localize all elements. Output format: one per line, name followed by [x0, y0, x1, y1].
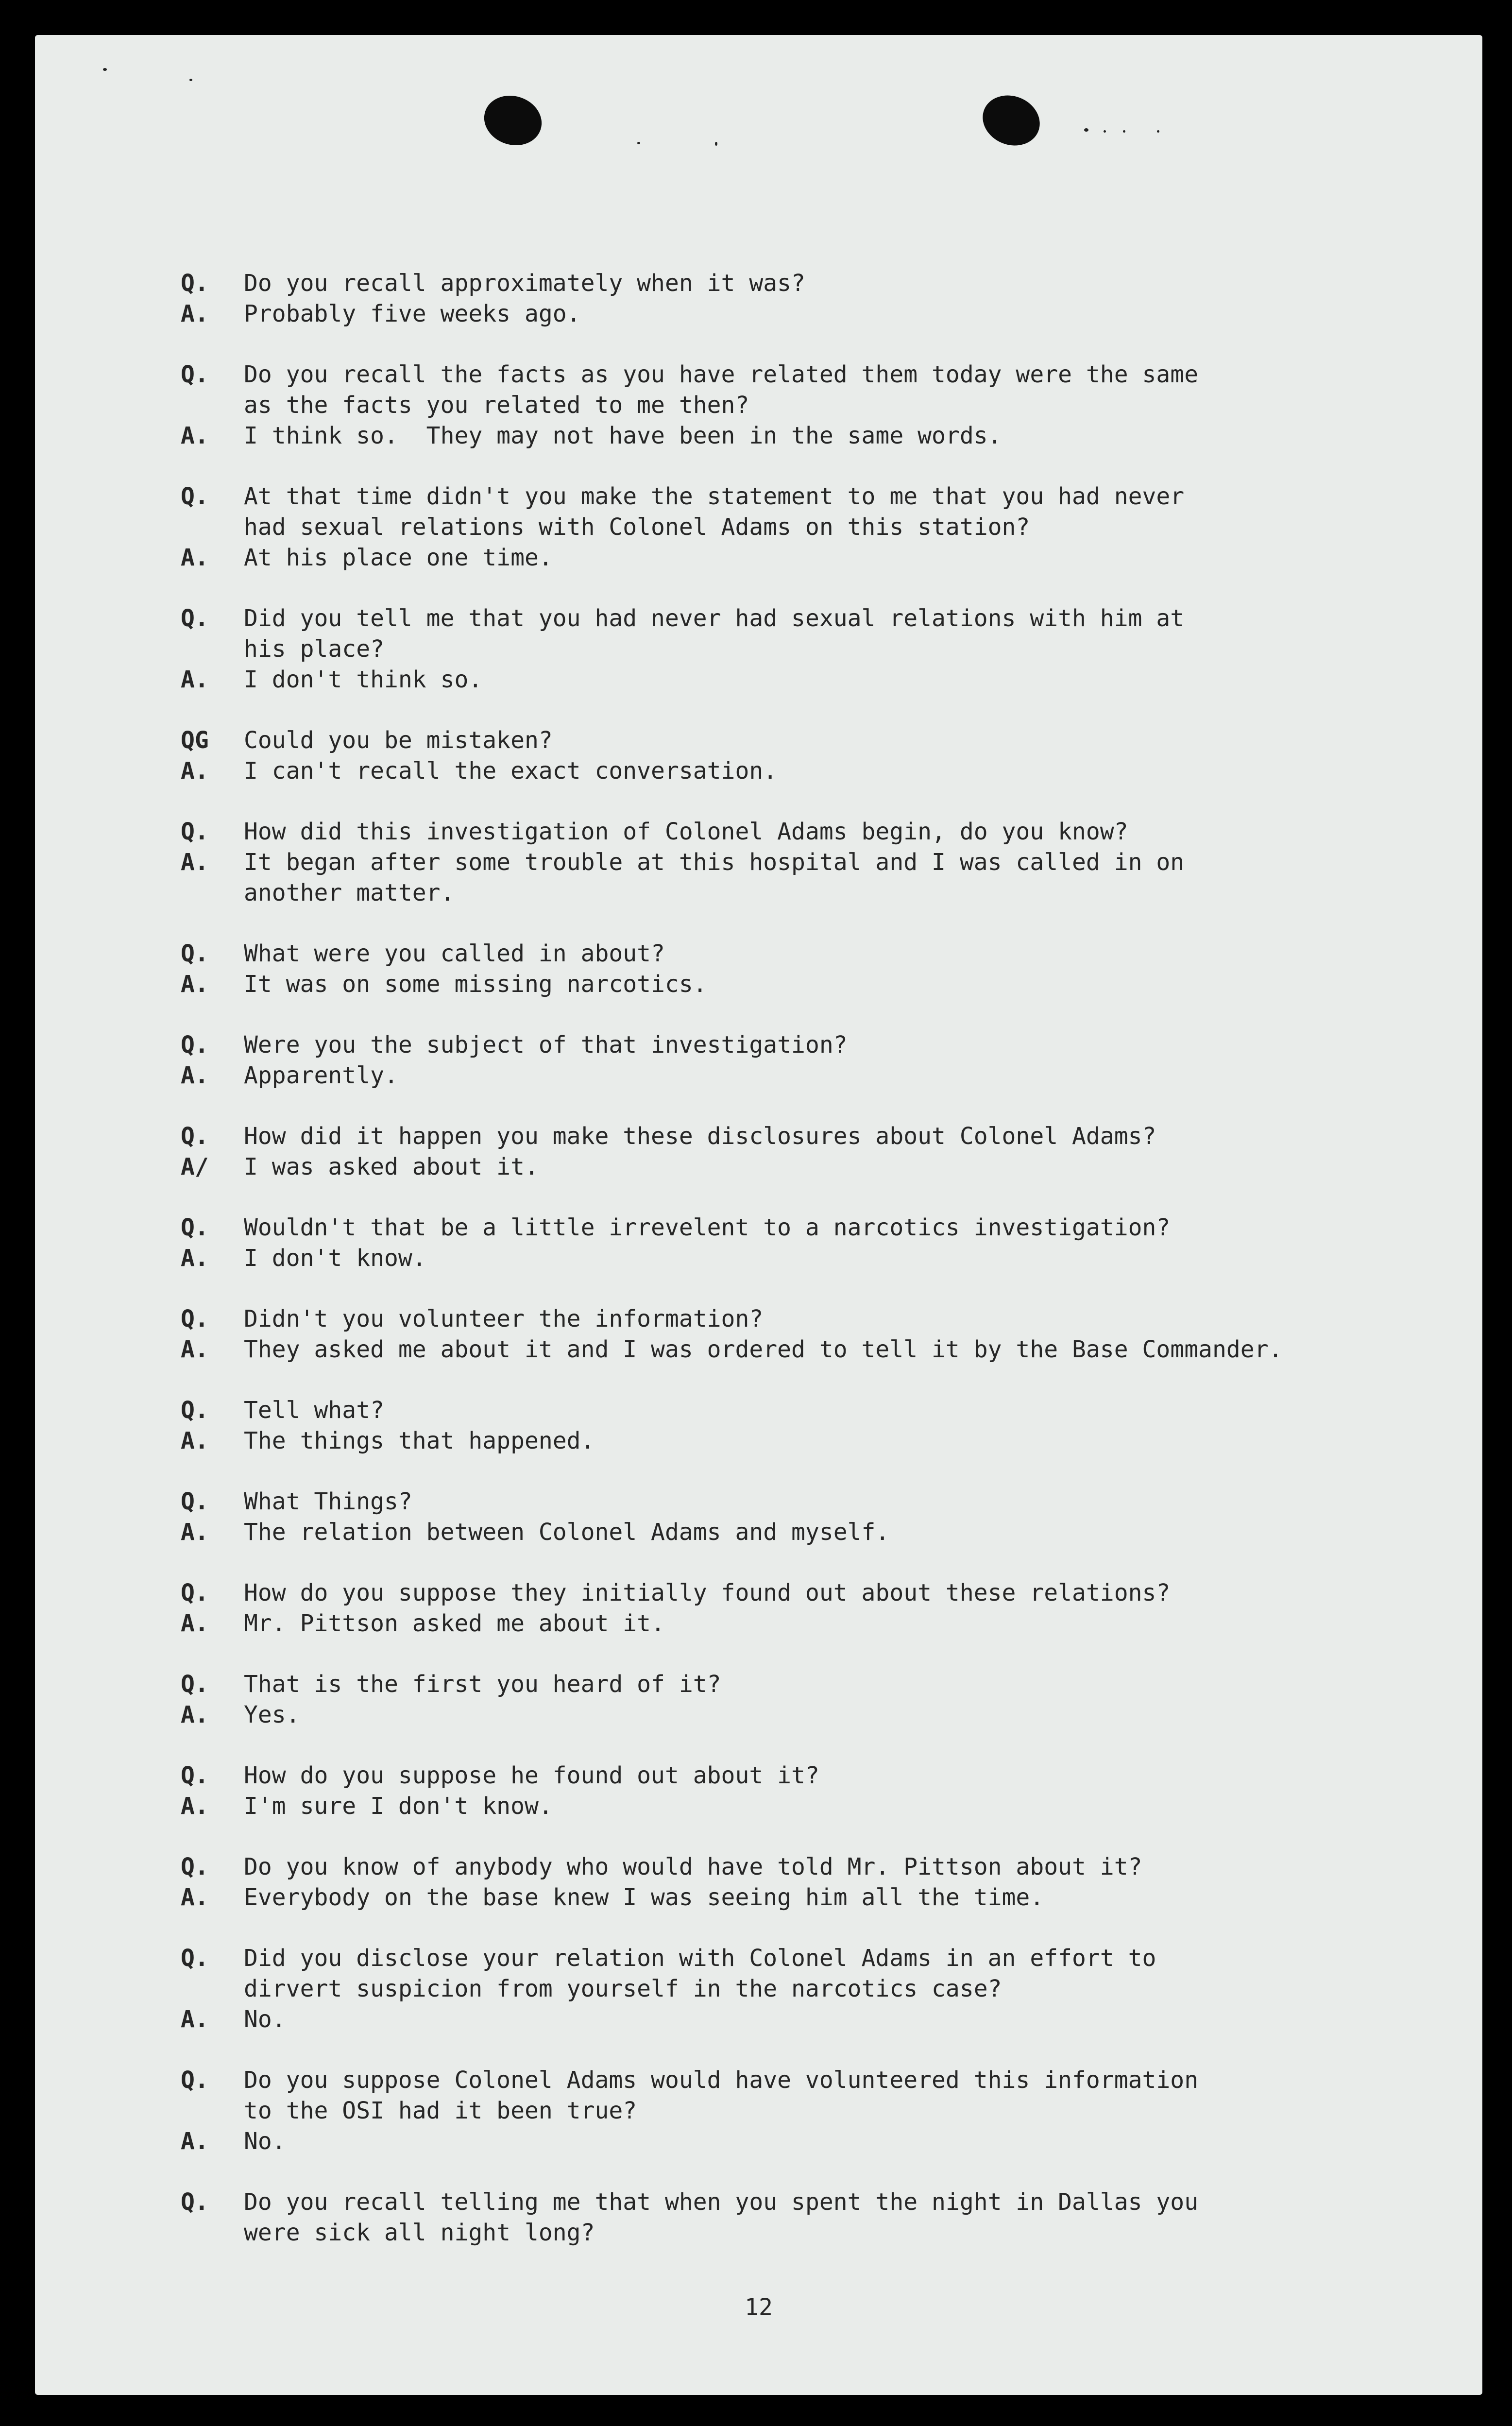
answer-marker: A. — [181, 544, 209, 571]
answer-line — [181, 1608, 1444, 1639]
question-text: How do you suppose he found out about it? — [244, 1762, 819, 1789]
ink-speck — [1104, 130, 1106, 133]
question-text: Do you recall telling me that when you spent the night in Dallas you were sick all night long? — [244, 2188, 1199, 2246]
answer-text: I don't think so. — [244, 666, 483, 693]
question-line — [181, 2065, 1444, 2126]
answer-text: Yes. — [244, 1701, 300, 1728]
question-marker: Q. — [181, 940, 209, 967]
answer-marker: A. — [181, 2128, 209, 2155]
answer-marker: A. — [181, 1336, 209, 1363]
answer-line — [181, 421, 1444, 451]
question-text: Wouldn't that be a little irrevelent to a narcotics investigation? — [244, 1214, 1171, 1241]
question-text: Tell what? — [244, 1397, 384, 1424]
qa-exchange — [181, 1760, 1444, 1822]
answer-line — [181, 1517, 1444, 1548]
answer-line — [181, 1334, 1444, 1365]
question-line — [181, 1213, 1444, 1243]
answer-marker: A. — [181, 1519, 209, 1546]
ink-speck — [103, 68, 107, 71]
answer-marker: A. — [181, 1793, 209, 1820]
question-text: Do you know of anybody who would have told Mr. Pittson about it? — [244, 1853, 1142, 1880]
answer-line — [181, 2126, 1444, 2157]
question-text: Were you the subject of that investigation? — [244, 1031, 848, 1059]
question-text: Do you suppose Colonel Adams would have volunteered this information to the OSI had it been true? — [244, 2067, 1199, 2124]
answer-text: I can't recall the exact conversation. — [244, 757, 778, 785]
question-text: Didn't you volunteer the information? — [244, 1305, 764, 1333]
question-line — [181, 481, 1444, 543]
question-marker: Q. — [181, 2067, 209, 2094]
punch-hole-left — [477, 88, 548, 153]
question-text: Could you be mistaken? — [244, 727, 553, 754]
answer-line — [181, 1060, 1444, 1091]
answer-line — [181, 543, 1444, 573]
question-line — [181, 1030, 1444, 1060]
answer-line — [181, 756, 1444, 786]
question-marker: Q. — [181, 1671, 209, 1698]
qa-exchange — [181, 1578, 1444, 1639]
question-text: How do you suppose they initially found out about these relations? — [244, 1579, 1171, 1606]
question-marker: QG — [181, 727, 209, 754]
question-line — [181, 359, 1444, 421]
answer-marker: A. — [181, 1062, 209, 1089]
answer-line — [181, 1700, 1444, 1730]
question-line — [181, 1669, 1444, 1700]
question-line — [181, 725, 1444, 756]
qa-exchange — [181, 1030, 1444, 1091]
question-line — [181, 1852, 1444, 1882]
answer-marker: A. — [181, 971, 209, 998]
answer-line — [181, 1243, 1444, 1274]
answer-line — [181, 299, 1444, 329]
qa-exchange — [181, 1304, 1444, 1365]
question-line — [181, 603, 1444, 665]
qa-exchange — [181, 1395, 1444, 1456]
qa-exchange — [181, 1943, 1444, 2035]
question-marker: Q. — [181, 270, 209, 297]
qa-exchange — [181, 603, 1444, 695]
question-marker: Q. — [181, 1853, 209, 1880]
question-marker: Q. — [181, 1123, 209, 1150]
question-text: At that time didn't you make the statement to me that you had never had sexual relations with Colonel Adams on this station? — [244, 483, 1185, 541]
question-line — [181, 1304, 1444, 1334]
question-text: Did you tell me that you had never had sexual relations with him at his place? — [244, 605, 1185, 663]
answer-marker: A. — [181, 849, 209, 876]
answer-text: No. — [244, 2128, 286, 2155]
qa-exchange — [181, 1852, 1444, 1913]
ink-speck — [637, 142, 640, 144]
answer-text: Mr. Pittson asked me about it. — [244, 1610, 665, 1637]
ink-speck — [189, 79, 192, 81]
question-text: Do you recall the facts as you have related them today were the same as the facts you related to me then? — [244, 361, 1199, 419]
answer-marker: A. — [181, 422, 209, 449]
qa-exchange — [181, 939, 1444, 1000]
answer-text: Everybody on the base knew I was seeing him all the time. — [244, 1884, 1044, 1911]
answer-text: It was on some missing narcotics. — [244, 971, 707, 998]
answer-text: At his place one time. — [244, 544, 553, 571]
punch-hole-right — [975, 87, 1048, 154]
question-marker: Q. — [181, 2188, 209, 2216]
qa-exchange — [181, 2187, 1444, 2248]
question-marker: Q. — [181, 818, 209, 845]
answer-line — [181, 847, 1444, 908]
answer-text: I don't know. — [244, 1245, 426, 1272]
page-number: 12 — [745, 2294, 773, 2321]
answer-text: They asked me about it and I was ordered to tell it by the Base Commander. — [244, 1336, 1283, 1363]
question-line — [181, 1395, 1444, 1426]
qa-exchange — [181, 359, 1444, 451]
answer-text: I think so. They may not have been in the same words. — [244, 422, 1002, 449]
question-line — [181, 1121, 1444, 1152]
question-line — [181, 1760, 1444, 1791]
answer-marker: A. — [181, 1884, 209, 1911]
ink-speck — [1084, 128, 1088, 132]
answer-text: Apparently. — [244, 1062, 398, 1089]
answer-line — [181, 1882, 1444, 1913]
answer-line — [181, 1426, 1444, 1456]
answer-marker: A. — [181, 1701, 209, 1728]
answer-text: The things that happened. — [244, 1427, 595, 1454]
answer-marker: A. — [181, 666, 209, 693]
question-text: Did you disclose your relation with Colonel Adams in an effort to dirvert suspicion from yourself in the narcotics case? — [244, 1945, 1156, 2002]
qa-exchange — [181, 268, 1444, 329]
ink-speck — [715, 142, 717, 146]
question-line — [181, 1578, 1444, 1608]
qa-exchange — [181, 481, 1444, 573]
answer-marker: A. — [181, 2006, 209, 2033]
question-marker: Q. — [181, 1945, 209, 1972]
question-marker: Q. — [181, 1762, 209, 1789]
question-line — [181, 2187, 1444, 2248]
answer-text: The relation between Colonel Adams and myself. — [244, 1519, 890, 1546]
answer-line — [181, 665, 1444, 695]
answer-text: I was asked about it. — [244, 1153, 539, 1180]
answer-text: It began after some trouble at this hospital and I was called in on another matter. — [244, 849, 1185, 906]
interview-transcript — [181, 268, 1444, 2278]
qa-exchange — [181, 817, 1444, 908]
document-page — [35, 35, 1482, 2395]
qa-exchange — [181, 1486, 1444, 1548]
answer-marker: A/ — [181, 1153, 209, 1180]
answer-marker: A. — [181, 1245, 209, 1272]
question-text: How did this investigation of Colonel Adams begin, do you know? — [244, 818, 1128, 845]
question-marker: Q. — [181, 1031, 209, 1059]
qa-exchange — [181, 2065, 1444, 2157]
ink-speck — [1123, 130, 1125, 133]
question-text: What were you called in about? — [244, 940, 665, 967]
answer-text: Probably five weeks ago. — [244, 300, 581, 327]
answer-line — [181, 2004, 1444, 2035]
question-line — [181, 1486, 1444, 1517]
question-marker: Q. — [181, 483, 209, 510]
question-text: Do you recall approximately when it was? — [244, 270, 805, 297]
ink-speck — [1157, 130, 1159, 133]
question-marker: Q. — [181, 1305, 209, 1333]
question-marker: Q. — [181, 1488, 209, 1515]
qa-exchange — [181, 1213, 1444, 1274]
question-line — [181, 268, 1444, 299]
answer-marker: A. — [181, 757, 209, 785]
answer-line — [181, 1152, 1444, 1182]
qa-exchange — [181, 1121, 1444, 1182]
answer-marker: A. — [181, 300, 209, 327]
answer-text: I'm sure I don't know. — [244, 1793, 553, 1820]
question-line — [181, 939, 1444, 969]
answer-line — [181, 1791, 1444, 1822]
question-marker: Q. — [181, 361, 209, 388]
question-line — [181, 1943, 1444, 2004]
answer-line — [181, 969, 1444, 1000]
question-marker: Q. — [181, 605, 209, 632]
answer-text: No. — [244, 2006, 286, 2033]
question-marker: Q. — [181, 1579, 209, 1606]
question-text: How did it happen you make these disclosures about Colonel Adams? — [244, 1123, 1156, 1150]
question-line — [181, 817, 1444, 847]
qa-exchange — [181, 725, 1444, 786]
question-marker: Q. — [181, 1214, 209, 1241]
answer-marker: A. — [181, 1427, 209, 1454]
question-text: That is the first you heard of it? — [244, 1671, 721, 1698]
qa-exchange — [181, 1669, 1444, 1730]
question-marker: Q. — [181, 1397, 209, 1424]
answer-marker: A. — [181, 1610, 209, 1637]
question-text: What Things? — [244, 1488, 412, 1515]
